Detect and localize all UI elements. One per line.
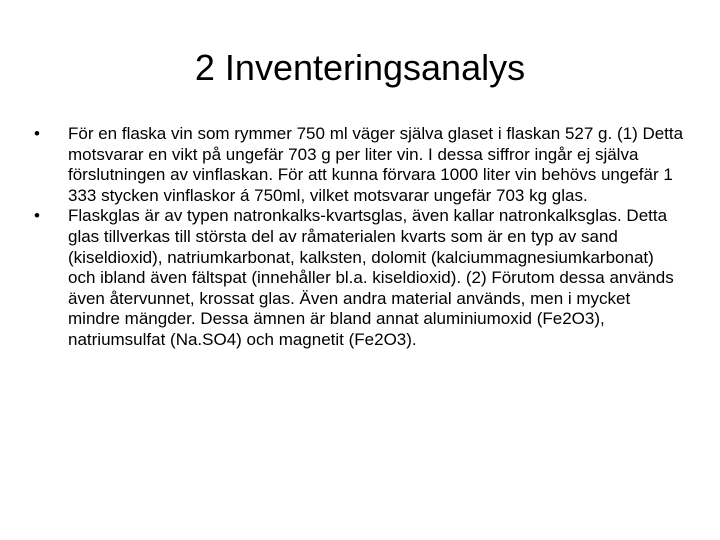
bullet-list: [34, 124, 684, 351]
bullet-text: Flaskglas är av typen natronkalks-kvartsglas, även kallar natronkalksglas. Detta glas tillverkas till största del av råmaterialen kvarts som är en typ av sand (kiseldioxid), natriumkarbonat, kalksten, dolomit (kalciummagnesiumkarbonat) och ibland även fältspat (innehåller bl.a. kiseldioxid). (2) Förutom dessa används även återvunnet, krossat glas. Även andra material används, men i mycket mindre mängder. Dessa ämnen är bland annat aluminiumoxid (Fe2O3), natriumsulfat (Na.SO4) och magnetit (Fe2O3).: [68, 206, 674, 349]
bullet-marker: •: [34, 206, 40, 226]
slide-title: 2 Inventeringsanalys: [194, 47, 526, 88]
bullet-marker: •: [34, 124, 40, 143]
bullet-item: [34, 124, 684, 206]
bullet-item: [34, 206, 684, 350]
bullet-text: För en flaska vin som rymmer 750 ml väger själva glaset i flaskan 527 g. (1) Detta motsvarar en vikt på ungefär 703 g per liter vin. I dessa siffror ingår ej själva förslutningen av vinflaskan. För att kunna förvara 1000 liter vin behövs ungefär 1 333 stycken vinflaskor á 750ml, vilket motsvarar ungefär 703 kg glas.: [68, 124, 684, 205]
